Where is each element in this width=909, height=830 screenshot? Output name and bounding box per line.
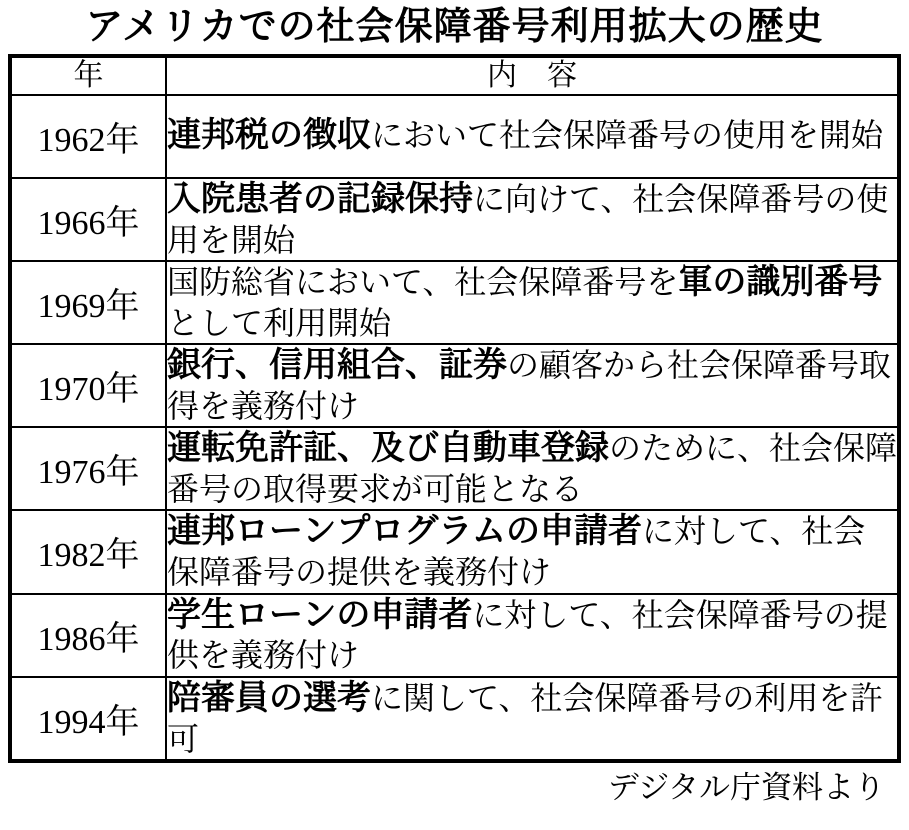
table-body xyxy=(10,95,899,761)
content-cell xyxy=(166,344,899,427)
table-row xyxy=(10,261,899,344)
table-row xyxy=(10,677,899,761)
content-text: のために、社会保障番号の取得要求が可能となる xyxy=(167,430,898,508)
page-title: アメリカでの社会保障番号利用拡大の歴史 xyxy=(85,6,824,48)
content-text: 国防総省において、社会保障番号を xyxy=(167,263,679,300)
table-row xyxy=(10,178,899,261)
content-emphasis: 学生ローンの申請者 xyxy=(167,595,473,634)
year-cell: 1966年 xyxy=(10,178,166,261)
content-text: として利用開始 xyxy=(167,304,392,341)
table-row xyxy=(10,594,899,677)
year-cell: 1969年 xyxy=(10,261,166,344)
table-header-row xyxy=(10,56,899,95)
year-cell: 1976年 xyxy=(10,427,166,510)
column-header-year: 年 xyxy=(10,56,166,95)
content-emphasis: 連邦税の徴収 xyxy=(167,116,371,155)
content-cell xyxy=(166,510,899,593)
content-cell xyxy=(166,427,899,510)
year-cell: 1982年 xyxy=(10,510,166,593)
content-cell xyxy=(166,95,899,178)
year-cell: 1986年 xyxy=(10,594,166,677)
content-text: に向けて、社会保障番号の使用を開始 xyxy=(167,180,889,258)
history-table xyxy=(8,54,901,763)
table-row xyxy=(10,95,899,178)
table-row xyxy=(10,427,899,510)
content-emphasis: 陪審員の選考 xyxy=(167,678,371,717)
year-cell: 1970年 xyxy=(10,344,166,427)
year-cell: 1962年 xyxy=(10,95,166,178)
year-cell: 1994年 xyxy=(10,677,166,761)
content-text: の顧客から社会保障番号取得を義務付け xyxy=(167,347,892,424)
content-text: において社会保障番号の使用を開始 xyxy=(371,117,884,154)
content-cell xyxy=(166,261,899,344)
source-note: デジタル庁資料より xyxy=(607,769,885,805)
content-cell xyxy=(166,178,899,261)
content-emphasis: 連邦ローンプログラムの申請者 xyxy=(167,512,642,551)
content-cell xyxy=(166,677,899,761)
content-text: に対して、社会保障番号の提供を義務付け xyxy=(167,513,866,591)
table-row xyxy=(10,344,899,427)
content-text: に関して、社会保障番号の利用を許可 xyxy=(167,679,883,757)
content-cell xyxy=(166,594,899,677)
content-emphasis: 運転免許証、及び自動車登録 xyxy=(167,429,609,468)
content-emphasis: 軍の識別番号 xyxy=(678,262,883,301)
column-header-content: 内 容 xyxy=(166,56,899,95)
content-emphasis: 銀行、信用組合、証券 xyxy=(167,346,507,385)
content-emphasis: 入院患者の記録保持 xyxy=(167,179,473,218)
table-row xyxy=(10,510,899,593)
content-text: に対して、社会保障番号の提供を義務付け xyxy=(167,596,888,674)
